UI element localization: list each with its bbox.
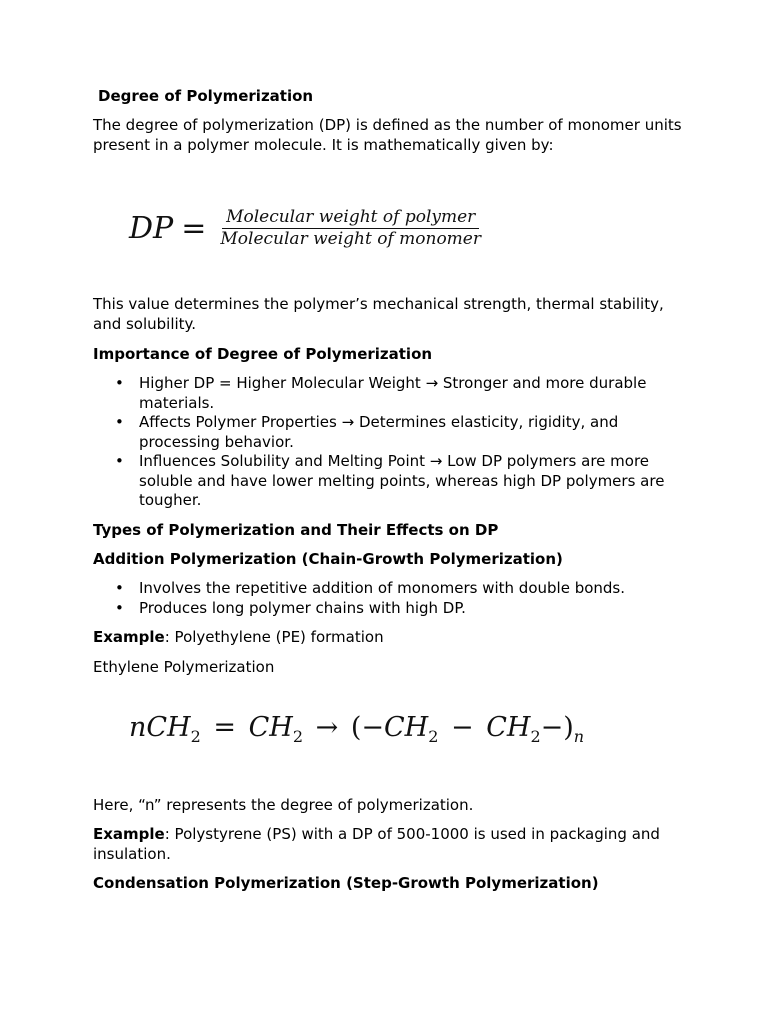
eq-sub: 2 — [530, 727, 541, 746]
list-item — [93, 413, 683, 452]
condensation-heading: Condensation Polymerization (Step-Growth Polymerization) — [93, 874, 599, 892]
example-label: Example — [93, 628, 165, 646]
dp-numerator: Molecular weight of polymer — [222, 207, 479, 229]
dp-lhs: DP — [129, 210, 174, 246]
example-label: Example — [93, 825, 165, 843]
list-item-text: Influences Solubility and Melting Point → Low DP polymers are more soluble and have lower melting points, whereas high DP polymers are tougher. — [139, 452, 665, 509]
eq-ch: CH — [146, 712, 191, 743]
dp-denominator: Molecular weight of monomer — [220, 229, 481, 249]
eq-ch: CH — [248, 712, 293, 743]
list-item — [93, 374, 683, 413]
eq-n-sub: n — [573, 727, 585, 746]
eq-ch: CH — [384, 712, 429, 743]
types-heading: Types of Polymerization and Their Effects on DP — [93, 521, 499, 539]
bullet: • — [115, 598, 124, 617]
eq-minus: − — [540, 712, 564, 743]
eq-sub: 2 — [190, 727, 201, 746]
value-paragraph: This value determines the polymer’s mechanical strength, thermal stability, and solubility. — [93, 295, 664, 333]
bullet: • — [115, 413, 124, 431]
dp-equation — [129, 207, 485, 250]
here-paragraph: Here, “n” represents the degree of polymerization. — [93, 796, 474, 814]
list-item — [93, 579, 683, 599]
eq-sub: 2 — [428, 727, 439, 746]
eq-arrow: → — [315, 712, 339, 743]
list-item-text: Higher DP = Higher Molecular Weight → Stronger and more durable materials. — [139, 374, 647, 412]
intro-paragraph: The degree of polymerization (DP) is defined as the number of monomer units present in a polymer molecule. It is mathematically given by: — [93, 116, 682, 154]
ethylene-equation — [129, 708, 584, 757]
eq-n: n — [129, 712, 147, 743]
bullet: • — [115, 374, 124, 392]
eq-ch: CH — [486, 712, 531, 743]
example-text: : Polyethylene (PE) formation — [164, 628, 384, 646]
eq-minus: − — [451, 712, 474, 743]
eq-minus: − — [361, 712, 384, 743]
list-item — [93, 599, 683, 619]
list-item — [93, 452, 683, 511]
addition-list — [93, 579, 683, 618]
dp-fraction — [216, 207, 485, 250]
dp-equals: = — [181, 210, 207, 246]
example-ps — [93, 825, 683, 864]
eq-sub: 2 — [292, 727, 304, 746]
bullet: • — [115, 452, 124, 470]
example-text: : Polystyrene (PS) with a DP of 500-1000 is used in packaging and insulation. — [93, 825, 660, 863]
bullet: • — [115, 579, 124, 597]
eq-lparen: ( — [350, 712, 362, 743]
list-item-text: Affects Polymer Properties → Determines elasticity, rigidity, and processing behavior. — [139, 413, 619, 451]
example-pe — [93, 628, 683, 648]
page-title: Degree of Polymerization — [98, 87, 314, 105]
list-item-text: Produces long polymer chains with high DP. — [139, 598, 466, 617]
eq-equals: = — [213, 712, 237, 743]
importance-heading: Importance of Degree of Polymerization — [93, 345, 433, 363]
eq-rparen: ) — [563, 712, 574, 743]
addition-heading: Addition Polymerization (Chain-Growth Polymerization) — [93, 550, 563, 568]
list-item-text: Involves the repetitive addition of monomers with double bonds. — [139, 579, 625, 597]
ethylene-label: Ethylene Polymerization — [93, 658, 275, 676]
importance-list — [93, 374, 683, 511]
